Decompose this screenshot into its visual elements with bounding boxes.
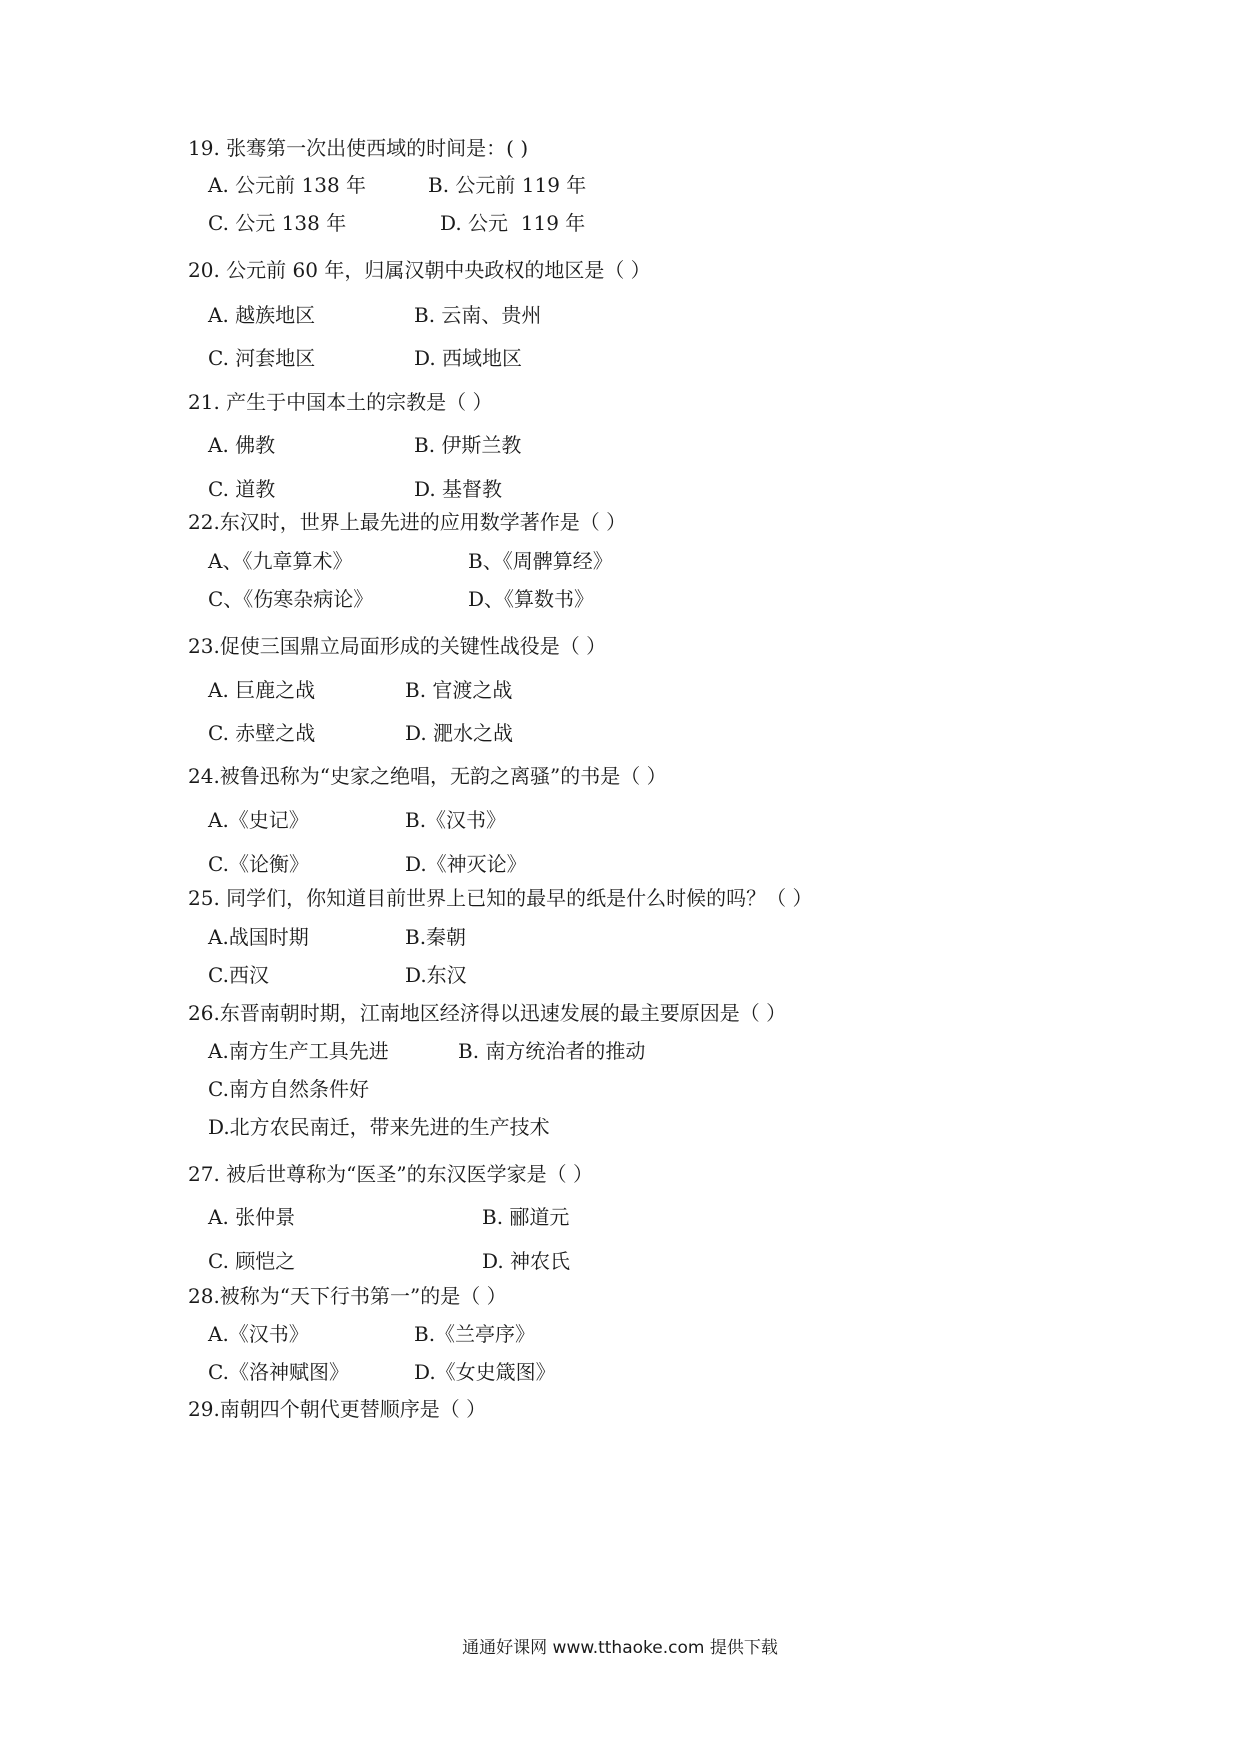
q24-option-d: D.《神灭论》 <box>405 852 527 876</box>
question-23: 23.促使三国鼎立局面形成的关键性战役是（ ） <box>188 634 607 658</box>
q24-option-b: B.《汉书》 <box>405 808 507 832</box>
question-20: 20. 公元前 60 年，归属汉朝中央政权的地区是（ ） <box>188 258 651 282</box>
q28-option-d: D.《女史箴图》 <box>414 1360 556 1384</box>
q28-option-c: C.《洛神赋图》 <box>208 1360 349 1384</box>
q22-option-a: A、《九章算术》 <box>208 549 353 573</box>
q23-option-b: B. 官渡之战 <box>405 678 513 702</box>
q26-option-d: D.北方农民南迁，带来先进的生产技术 <box>208 1115 550 1139</box>
q25-option-d: D.东汉 <box>405 963 467 987</box>
q28-option-b: B.《兰亭序》 <box>414 1322 536 1346</box>
question-19: 19. 张骞第一次出使西域的时间是：( ) <box>188 136 529 160</box>
q24-option-a: A.《史记》 <box>208 808 309 832</box>
page-footer: 通通好课网 www.tthaoke.com 提供下载 <box>462 1638 778 1658</box>
q23-option-d: D. 淝水之战 <box>405 721 514 745</box>
question-29: 29.南朝四个朝代更替顺序是（ ） <box>188 1397 487 1421</box>
question-24: 24.被鲁迅称为“史家之绝唱，无韵之离骚”的书是（ ） <box>188 764 667 788</box>
q26-option-c: C.南方自然条件好 <box>208 1077 369 1101</box>
q20-option-a: A. 越族地区 <box>208 303 316 327</box>
q21-option-a: A. 佛教 <box>208 433 276 457</box>
q27-option-b: B. 郦道元 <box>482 1205 570 1229</box>
question-28: 28.被称为“天下行书第一”的是（ ） <box>188 1284 507 1308</box>
q19-option-a: A. 公元前 138 年 <box>208 173 367 197</box>
q24-option-c: C.《论衡》 <box>208 852 309 876</box>
q20-option-c: C. 河套地区 <box>208 346 316 370</box>
question-27: 27. 被后世尊称为“医圣”的东汉医学家是（ ） <box>188 1162 593 1186</box>
q27-option-c: C. 顾恺之 <box>208 1249 296 1273</box>
q28-option-a: A.《汉书》 <box>208 1322 309 1346</box>
q27-option-d: D. 神农氏 <box>482 1249 571 1273</box>
q21-option-b: B. 伊斯兰教 <box>414 433 522 457</box>
q26-option-b: B. 南方统治者的推动 <box>458 1039 646 1063</box>
question-21: 21. 产生于中国本土的宗教是（ ） <box>188 390 493 414</box>
q19-option-b: B. 公元前 119 年 <box>428 173 587 197</box>
q19-option-c: C. 公元 138 年 <box>208 211 347 235</box>
q25-option-b: B.秦朝 <box>405 925 467 949</box>
q26-option-a: A.南方生产工具先进 <box>208 1039 389 1063</box>
q23-option-c: C. 赤壁之战 <box>208 721 316 745</box>
q25-option-a: A.战国时期 <box>208 925 309 949</box>
q20-option-b: B. 云南、贵州 <box>414 303 542 327</box>
q27-option-a: A. 张仲景 <box>208 1205 296 1229</box>
q20-option-d: D. 西域地区 <box>414 346 523 370</box>
question-25: 25. 同学们，你知道目前世界上已知的最早的纸是什么时候的吗？（ ） <box>188 886 813 910</box>
q22-option-b: B、《周髀算经》 <box>468 549 613 573</box>
q21-option-c: C. 道教 <box>208 477 276 501</box>
q19-option-d: D. 公元 119 年 <box>440 211 586 235</box>
q25-option-c: C.西汉 <box>208 963 269 987</box>
question-26: 26.东晋南朝时期，江南地区经济得以迅速发展的最主要原因是（ ） <box>188 1001 787 1025</box>
q23-option-a: A. 巨鹿之战 <box>208 678 316 702</box>
question-22: 22.东汉时，世界上最先进的应用数学著作是（ ） <box>188 510 627 534</box>
q21-option-d: D. 基督教 <box>414 477 503 501</box>
q22-option-c: C、《伤寒杂病论》 <box>208 587 374 611</box>
q22-option-d: D、《算数书》 <box>468 587 595 611</box>
